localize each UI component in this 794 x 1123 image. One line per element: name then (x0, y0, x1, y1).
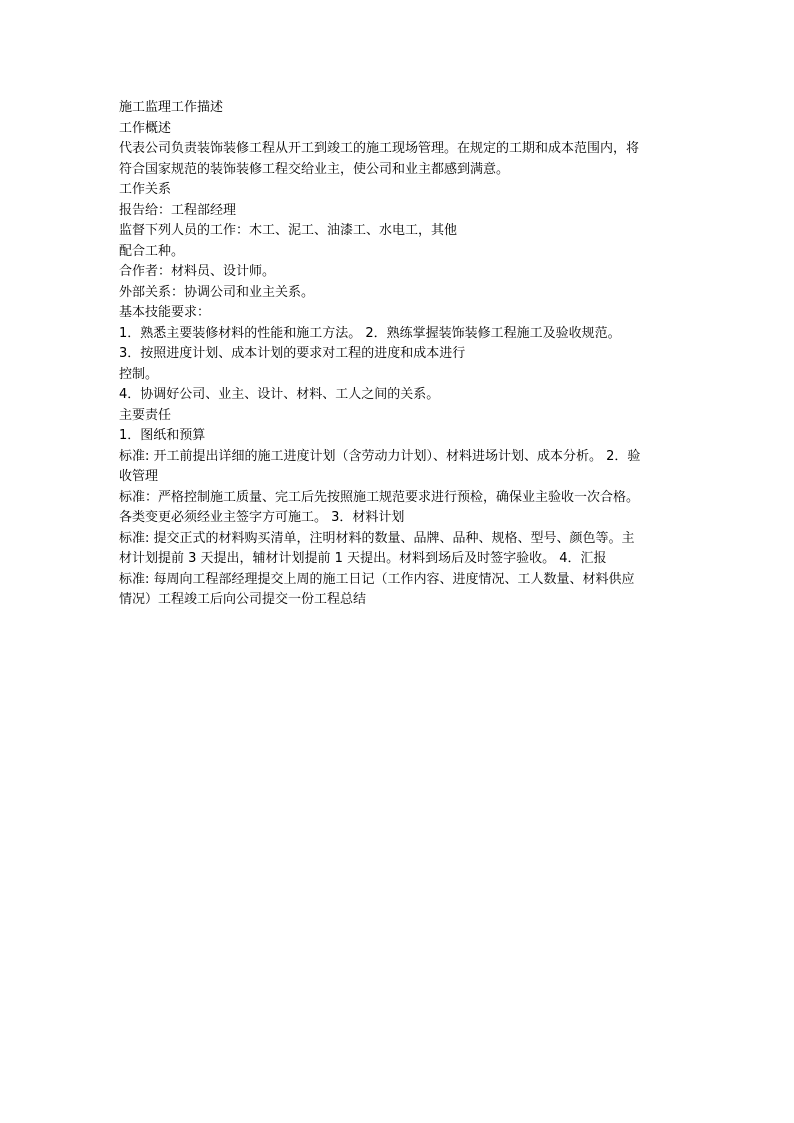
text-line: 符合国家规范的装饰装修工程交给业主，使公司和业主都感到满意。 (119, 161, 510, 177)
section-heading-responsibilities: 主要责任 (119, 407, 172, 423)
text-line: 监督下列人员的工作：木工、泥工、油漆工、水电工，其他 (119, 223, 458, 238)
text-line: 各类变更必须经业主签字方可施工。 3．材料计划 (119, 510, 405, 525)
text-line: 3．按照进度计划、成本计划的要求对工程的进度和成本进行 (119, 346, 466, 361)
text-line: 标准：严格控制施工质量、完工后先按照施工规范要求进行预检，确保业主验收一次合格。 (119, 489, 640, 505)
section-heading-overview: 工作概述 (119, 120, 172, 136)
text-line: 外部关系：协调公司和业主关系。 (119, 284, 315, 300)
text-line: 情况）工程竣工后向公司提交一份工程总结 (119, 592, 367, 607)
text-line: 4．协调好公司、业主、设计、材料、工人之间的关系。 (119, 387, 440, 402)
text-line: 合作者：材料员、设计师。 (119, 264, 276, 279)
text-line: 材计划提前 3 天提出，辅材计划提前 1 天提出。材料到场后及时签字验收。 4．汇报 (119, 551, 607, 566)
text-line: 收管理 (119, 469, 159, 484)
text-line: 代表公司负责装饰装修工程从开工到竣工的施工现场管理。在规定的工期和成本范围内，将 (119, 141, 640, 156)
section-heading-relations: 工作关系 (119, 182, 172, 197)
section-heading-skills: 基本技能要求： (119, 305, 211, 320)
text-line: 标准: 提交正式的材料购买清单，注明材料的数量、品牌、品种、规格、型号、颜色等。主 (119, 530, 635, 546)
document-title: 施工监理工作描述 (119, 100, 224, 115)
text-line: 报告给：工程部经理 (119, 202, 237, 218)
document-body (119, 98, 679, 611)
text-line: 配合工种。 (119, 243, 185, 259)
text-line: 标准: 每周向工程部经理提交上周的施工日记（工作内容、进度情况、工人数量、材料供应 (119, 571, 635, 587)
text-line: 1．图纸和预算 (119, 428, 206, 443)
text-line: 标准: 开工前提出详细的施工进度计划（含劳动力计划）、材料进场计划、成本分析。 2．验 (119, 448, 641, 464)
text-line: 1．熟悉主要装修材料的性能和施工方法。 2．熟练掌握装饰装修工程施工及验收规范。 (119, 325, 621, 341)
text-line: 控制。 (119, 366, 159, 382)
